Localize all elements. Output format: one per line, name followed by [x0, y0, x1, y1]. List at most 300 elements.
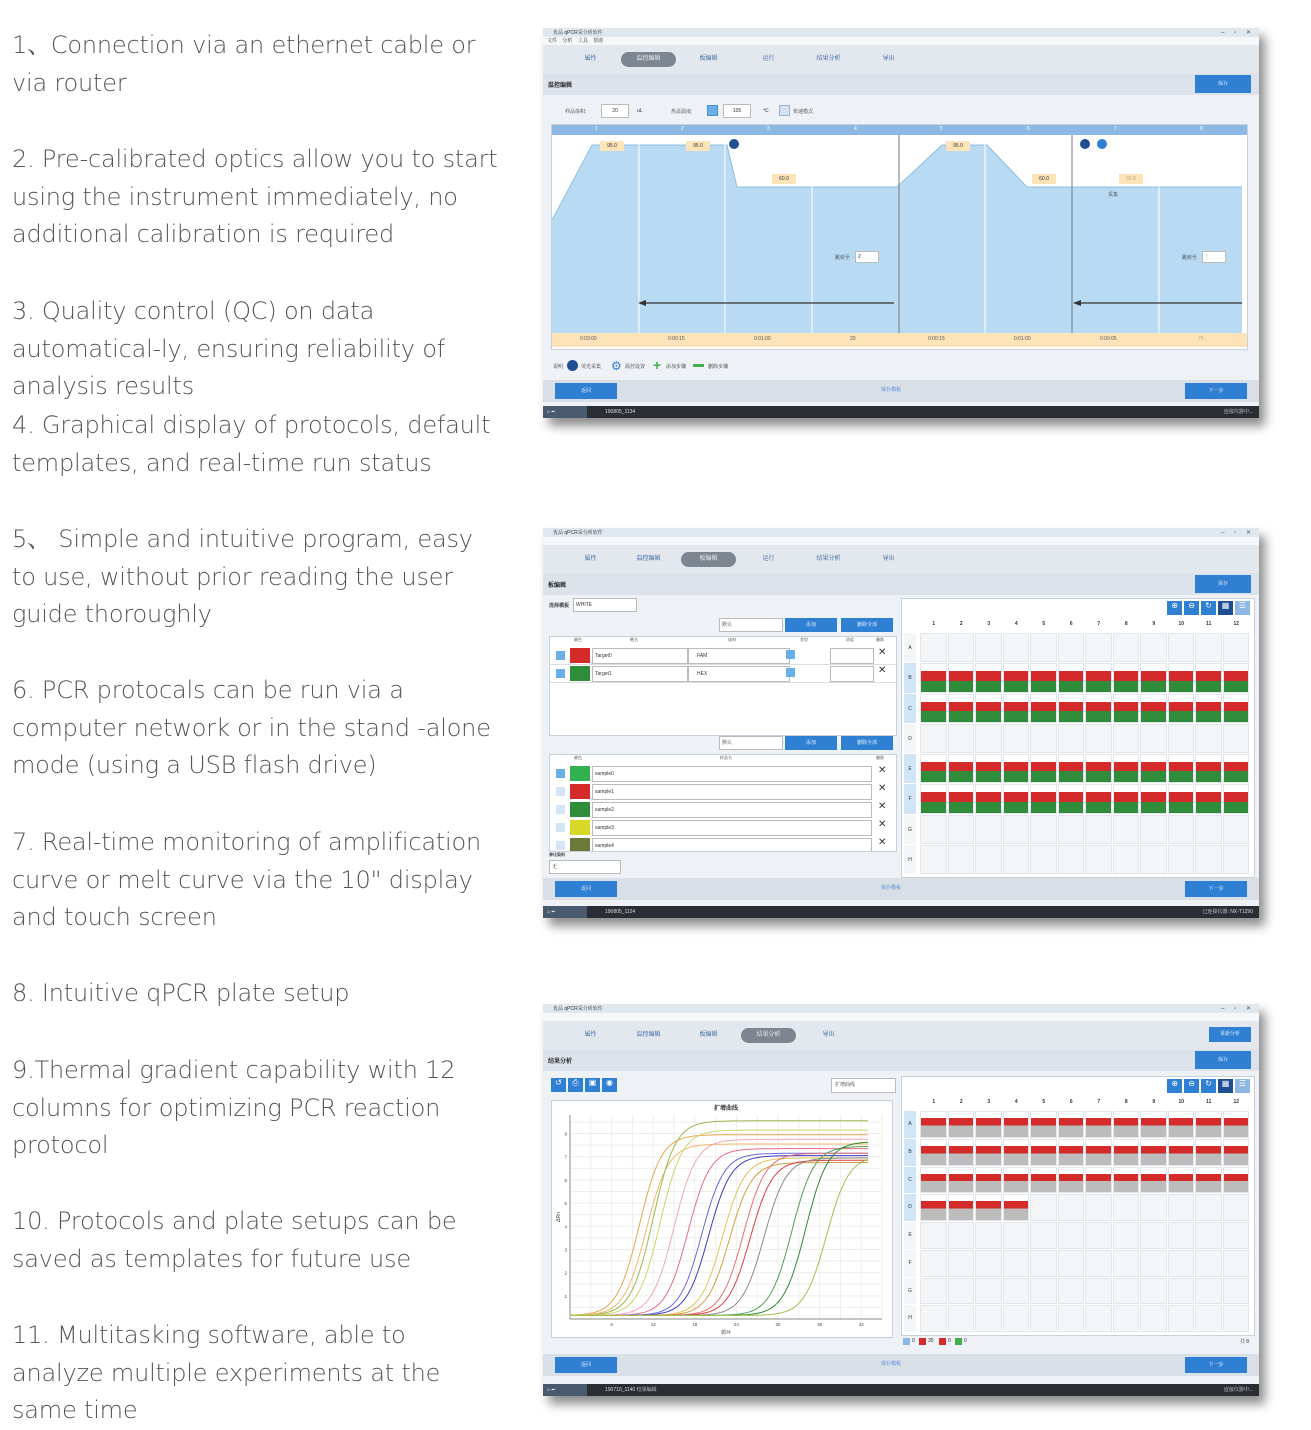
plate-well[interactable] — [1195, 1111, 1222, 1138]
save-template-button[interactable]: 保存模板 — [881, 885, 902, 891]
goto-select[interactable]: 7 — [1202, 251, 1226, 263]
temp-input[interactable]: 60.0 — [1032, 174, 1056, 184]
refresh-icon[interactable]: ↻ — [1201, 601, 1216, 615]
plate-well[interactable] — [1195, 633, 1222, 662]
plate-well[interactable] — [1195, 1194, 1222, 1221]
plate-well[interactable] — [1113, 1167, 1140, 1194]
window-controls-icon[interactable]: – ▫ ✕ — [1221, 1006, 1255, 1012]
refresh-icon[interactable]: ↻ — [1201, 1079, 1216, 1093]
minus-icon[interactable] — [693, 364, 704, 367]
plate-well[interactable] — [1113, 1194, 1140, 1221]
plate-row-label[interactable]: C — [904, 1167, 916, 1194]
plate-well[interactable] — [948, 1305, 975, 1332]
plate-row-label[interactable]: G — [904, 815, 916, 844]
plate-row-label[interactable]: D — [904, 724, 916, 753]
plate-well[interactable] — [1113, 694, 1140, 723]
plate-well[interactable] — [1168, 784, 1195, 813]
plate-well[interactable] — [920, 633, 947, 662]
sample-name-input[interactable]: sample3 — [592, 820, 872, 836]
plate-well[interactable] — [1085, 784, 1112, 813]
task-file[interactable]: 190710_1140 结果编辑 — [605, 1387, 657, 1393]
plate-well[interactable] — [920, 1250, 947, 1277]
plate-well[interactable] — [920, 694, 947, 723]
sample-name-input[interactable]: sample1 — [592, 784, 872, 800]
plate-well[interactable] — [948, 694, 975, 723]
plate-well[interactable] — [1030, 1305, 1057, 1332]
plate-well[interactable] — [1030, 784, 1057, 813]
back-button[interactable]: 返回 — [555, 881, 617, 897]
plate-well[interactable] — [1168, 724, 1195, 753]
plate-well[interactable] — [975, 1111, 1002, 1138]
plate-row-label[interactable]: F — [904, 1250, 916, 1277]
plate-well[interactable] — [1140, 724, 1167, 753]
plate-well[interactable] — [1085, 1194, 1112, 1221]
start-button[interactable]: ⌂ ▪▪ — [543, 1384, 587, 1396]
plate-well[interactable] — [948, 1250, 975, 1277]
tab-run[interactable]: 运行 — [762, 556, 775, 562]
plate-well[interactable] — [1113, 1222, 1140, 1249]
sample-color-swatch[interactable] — [570, 820, 590, 835]
plate-well[interactable] — [1195, 694, 1222, 723]
plate-well[interactable] — [1003, 1111, 1030, 1138]
plate-row-label[interactable]: A — [904, 633, 916, 662]
volume-input[interactable]: 20 — [601, 104, 629, 118]
plate-well[interactable] — [975, 784, 1002, 813]
type-select[interactable] — [786, 650, 795, 659]
plate-well[interactable] — [1113, 1250, 1140, 1277]
plate-well[interactable] — [1168, 845, 1195, 874]
zoom-in-icon[interactable]: ⊕ — [1167, 601, 1182, 615]
target-name-input[interactable]: Target1 — [592, 666, 688, 682]
plate-well[interactable] — [1003, 1194, 1030, 1221]
concentration-input[interactable] — [830, 666, 874, 682]
plate-well[interactable] — [1168, 1305, 1195, 1332]
plate-well[interactable] — [948, 845, 975, 874]
plate-well[interactable] — [1140, 694, 1167, 723]
plate-well[interactable] — [1030, 724, 1057, 753]
plate-well[interactable] — [975, 1222, 1002, 1249]
plate-well[interactable] — [1195, 754, 1222, 783]
plate-well[interactable] — [1085, 754, 1112, 783]
window-controls-icon[interactable]: – ▫ ✕ — [1221, 530, 1255, 536]
sample-group-select[interactable]: 默认 — [719, 736, 783, 750]
plate-well[interactable] — [1003, 1167, 1030, 1194]
plate-well[interactable] — [1223, 724, 1250, 753]
tab-plate-edit[interactable]: 板编辑 — [699, 56, 718, 62]
eye-icon[interactable]: ◉ — [602, 1078, 617, 1092]
plate-well[interactable] — [1030, 633, 1057, 662]
plus-icon[interactable]: + — [653, 357, 662, 373]
dye-select[interactable]: HEX — [688, 666, 790, 682]
plate-well[interactable] — [1223, 784, 1250, 813]
plate-well[interactable] — [1030, 663, 1057, 692]
plate-well[interactable] — [1168, 815, 1195, 844]
temp-input[interactable]: 95.0 — [946, 141, 970, 151]
plate-well[interactable] — [920, 1278, 947, 1305]
next-button[interactable]: 下一步 — [1185, 881, 1247, 897]
tab-properties[interactable]: 属性 — [584, 1032, 597, 1038]
plate-well[interactable] — [948, 1278, 975, 1305]
plate-well[interactable] — [1168, 1250, 1195, 1277]
plate-well[interactable] — [1140, 1111, 1167, 1138]
plate-well[interactable] — [948, 1194, 975, 1221]
temp-input[interactable]: 65.0 — [1119, 174, 1143, 184]
zoom-in-icon[interactable]: ⊕ — [1167, 1079, 1182, 1093]
plate-well[interactable] — [1030, 1167, 1057, 1194]
plate-well[interactable] — [975, 815, 1002, 844]
goto-select[interactable]: 2 — [855, 251, 879, 263]
plate-well[interactable] — [920, 815, 947, 844]
hold-time-input[interactable]: 0:01:00 — [1014, 336, 1031, 342]
hold-time-input[interactable]: 75 — [1198, 336, 1204, 342]
plate-well[interactable] — [1003, 1278, 1030, 1305]
list-view-icon[interactable]: ☰ — [1235, 601, 1250, 615]
temp-input[interactable]: 60.0 — [772, 174, 796, 184]
plate-well[interactable] — [1168, 1278, 1195, 1305]
plate-well[interactable] — [1058, 1194, 1085, 1221]
plate-well[interactable] — [920, 1222, 947, 1249]
plate-well[interactable] — [975, 1305, 1002, 1332]
plate-well[interactable] — [1003, 1250, 1030, 1277]
hold-time-input[interactable]: 0:01:00 — [754, 336, 771, 342]
tab-protocol-edit[interactable]: 温控编辑 — [636, 556, 661, 562]
plate-well[interactable] — [1058, 1305, 1085, 1332]
table-row[interactable] — [550, 837, 896, 852]
row-checkbox[interactable] — [556, 651, 565, 660]
tab-run[interactable]: 运行 — [762, 56, 775, 62]
plate-well[interactable] — [920, 1139, 947, 1166]
plate-well[interactable] — [1058, 1111, 1085, 1138]
plate-well[interactable] — [1168, 1222, 1195, 1249]
zoom-out-icon[interactable]: ⊖ — [1184, 1079, 1199, 1093]
window-controls-icon[interactable]: – ▫ ✕ — [1221, 30, 1255, 36]
start-button[interactable]: ⌂ ▪▪ — [543, 406, 587, 418]
plate-well[interactable] — [975, 1167, 1002, 1194]
plate-well[interactable] — [1168, 1111, 1195, 1138]
table-row[interactable] — [550, 665, 896, 683]
plate-well[interactable] — [1085, 1139, 1112, 1166]
plate-well[interactable] — [1030, 1194, 1057, 1221]
menu-item-tools[interactable]: 工具 — [577, 38, 588, 44]
sample-name-input[interactable]: sample0 — [592, 766, 872, 782]
plate-well[interactable] — [1223, 633, 1250, 662]
plate-well[interactable] — [1140, 1194, 1167, 1221]
plate-well[interactable] — [975, 1194, 1002, 1221]
hold-time-input[interactable]: 0:00:15 — [668, 336, 685, 342]
hold-time-input[interactable]: 0:00:15 — [928, 336, 945, 342]
plate-well[interactable] — [1085, 1278, 1112, 1305]
plate-well[interactable] — [1113, 784, 1140, 813]
table-row[interactable] — [550, 819, 896, 836]
tab-plate-edit[interactable]: 板编辑 — [699, 1032, 718, 1038]
plate-well[interactable] — [948, 1222, 975, 1249]
plate-well[interactable] — [1223, 845, 1250, 874]
target-group-select[interactable]: 默认 — [719, 618, 783, 632]
plate-well[interactable] — [1003, 754, 1030, 783]
hold-time-input[interactable]: 0:00:05 — [1100, 336, 1117, 342]
temp-input[interactable]: 95.0 — [686, 141, 710, 151]
plate-well[interactable] — [1085, 1167, 1112, 1194]
plate-row-label[interactable]: B — [904, 663, 916, 692]
plate-well[interactable] — [1223, 1305, 1250, 1332]
plate-well[interactable] — [1195, 663, 1222, 692]
plate-well[interactable] — [948, 784, 975, 813]
plate-well[interactable] — [975, 694, 1002, 723]
plate-well[interactable] — [920, 845, 947, 874]
plate-row-label[interactable]: C — [904, 694, 916, 723]
plate-well[interactable] — [1058, 1167, 1085, 1194]
plate-well[interactable] — [1085, 633, 1112, 662]
plate-well[interactable] — [1223, 694, 1250, 723]
plate-well[interactable] — [1003, 845, 1030, 874]
plate-well[interactable] — [1030, 694, 1057, 723]
plate-well[interactable] — [1223, 663, 1250, 692]
plate-well[interactable] — [1195, 1167, 1222, 1194]
save-button[interactable]: 保存 — [1195, 1051, 1251, 1069]
plate-well[interactable] — [920, 1194, 947, 1221]
lid-checkbox[interactable] — [707, 105, 718, 116]
plate-well[interactable] — [1140, 815, 1167, 844]
plate-well[interactable] — [1113, 845, 1140, 874]
row-checkbox[interactable] — [556, 805, 565, 814]
plate-well[interactable] — [1058, 815, 1085, 844]
add-sample-button[interactable]: 添加 — [785, 736, 837, 750]
sample-name-input[interactable]: sample2 — [592, 802, 872, 818]
plate-well[interactable] — [1195, 1222, 1222, 1249]
plate-well[interactable] — [1140, 663, 1167, 692]
plate-well[interactable] — [1168, 1167, 1195, 1194]
grid-view-icon[interactable]: ▦ — [1218, 1079, 1233, 1093]
fluorescence-icon[interactable] — [567, 360, 578, 371]
plate-well[interactable] — [1168, 1139, 1195, 1166]
temp-input[interactable]: 95.0 — [600, 141, 624, 151]
next-button[interactable]: 下一步 — [1185, 1357, 1247, 1373]
plate-well[interactable] — [1140, 1167, 1167, 1194]
tab-export[interactable]: 导出 — [882, 56, 895, 62]
plate-well[interactable] — [1058, 1139, 1085, 1166]
plate-row-label[interactable]: H — [904, 1305, 916, 1332]
plate-well[interactable] — [1113, 1305, 1140, 1332]
plate-well[interactable] — [1113, 815, 1140, 844]
save-button[interactable]: 保存 — [1195, 575, 1251, 593]
hold-time-input[interactable]: 0:03:00 — [580, 336, 597, 342]
menu-item-file[interactable]: 文件 — [547, 38, 558, 44]
plate-well[interactable] — [1085, 663, 1112, 692]
tab-plate-edit[interactable]: 板编辑 — [681, 552, 736, 567]
delete-icon[interactable]: ✕ — [878, 837, 887, 848]
table-row[interactable] — [550, 765, 896, 782]
plate-well[interactable] — [1003, 724, 1030, 753]
plate-well[interactable] — [1195, 1278, 1222, 1305]
plate-well[interactable] — [1140, 754, 1167, 783]
plate-well[interactable] — [1003, 815, 1030, 844]
grid-view-icon[interactable]: ▦ — [1218, 601, 1233, 615]
delete-icon[interactable]: ✕ — [878, 647, 887, 658]
row-checkbox[interactable] — [556, 841, 565, 850]
plate-well[interactable] — [1223, 1139, 1250, 1166]
plate-well[interactable] — [975, 845, 1002, 874]
plate-well[interactable] — [1195, 1305, 1222, 1332]
plate-well[interactable] — [920, 1167, 947, 1194]
plate-well[interactable] — [920, 784, 947, 813]
plate-well[interactable] — [1030, 815, 1057, 844]
plate-well[interactable] — [1168, 663, 1195, 692]
tab-properties[interactable]: 属性 — [584, 56, 597, 62]
plate-well[interactable] — [975, 1139, 1002, 1166]
add-target-button[interactable]: 添加 — [785, 618, 837, 632]
tab-properties[interactable]: 属性 — [584, 556, 597, 562]
plate-well[interactable] — [1140, 1250, 1167, 1277]
plate-row-label[interactable]: D — [904, 1194, 916, 1221]
plate-well[interactable] — [948, 815, 975, 844]
plate-well[interactable] — [948, 1111, 975, 1138]
plate-well[interactable] — [1113, 1111, 1140, 1138]
row-checkbox[interactable] — [556, 787, 565, 796]
sample-color-swatch[interactable] — [570, 784, 590, 799]
plate-well[interactable] — [975, 724, 1002, 753]
plate-row-label[interactable]: A — [904, 1111, 916, 1138]
plate-well[interactable] — [1195, 815, 1222, 844]
plate-well[interactable] — [1085, 724, 1112, 753]
save-template-button[interactable]: 保存模板 — [881, 1361, 902, 1367]
sample-color-swatch[interactable] — [570, 802, 590, 817]
ref-dye-select[interactable]: 无 — [549, 860, 621, 874]
task-file[interactable]: 190805_1134 — [605, 409, 636, 415]
next-button[interactable]: 下一步 — [1185, 383, 1247, 399]
print-icon[interactable]: ⎙ — [568, 1078, 583, 1092]
delete-icon[interactable]: ✕ — [878, 783, 887, 794]
sample-color-swatch[interactable] — [570, 766, 590, 781]
plate-well[interactable] — [948, 1139, 975, 1166]
plate-well[interactable] — [1003, 784, 1030, 813]
row-checkbox[interactable] — [556, 769, 565, 778]
plate-well[interactable] — [1058, 633, 1085, 662]
plate-row-label[interactable]: B — [904, 1139, 916, 1166]
plate-well[interactable] — [1085, 1250, 1112, 1277]
plate-well[interactable] — [1223, 1194, 1250, 1221]
delete-icon[interactable]: ✕ — [878, 665, 887, 676]
plate-row-label[interactable]: E — [904, 1222, 916, 1249]
plate-well[interactable] — [1223, 1222, 1250, 1249]
target-color-swatch[interactable] — [570, 648, 590, 663]
plate-well[interactable] — [1140, 1139, 1167, 1166]
plate-well[interactable] — [1058, 1222, 1085, 1249]
plate-well[interactable] — [1113, 724, 1140, 753]
plate-well[interactable] — [1058, 1250, 1085, 1277]
tab-export[interactable]: 导出 — [882, 556, 895, 562]
sample-name-input[interactable]: sample4 — [592, 838, 872, 852]
gear-icon[interactable]: ⚙ — [611, 359, 622, 373]
plate-well[interactable] — [1085, 694, 1112, 723]
type-select[interactable] — [786, 668, 795, 677]
plate-well[interactable] — [1223, 754, 1250, 783]
plate-well[interactable] — [1003, 1139, 1030, 1166]
plate-well[interactable] — [1223, 1278, 1250, 1305]
tab-results[interactable]: 结果分析 — [741, 1028, 796, 1043]
target-name-input[interactable]: Target0 — [592, 648, 688, 664]
plate-well[interactable] — [1058, 1278, 1085, 1305]
concentration-input[interactable] — [830, 648, 874, 664]
table-row[interactable] — [550, 801, 896, 818]
plate-well[interactable] — [1085, 1222, 1112, 1249]
plate-well[interactable] — [920, 724, 947, 753]
row-checkbox[interactable] — [556, 823, 565, 832]
template-select[interactable]: WHITE — [573, 598, 637, 612]
plate-well[interactable] — [920, 663, 947, 692]
hold-time-input[interactable]: 20 — [850, 336, 856, 342]
tab-protocol-edit[interactable]: 温控编辑 — [621, 52, 676, 67]
reanalyze-button[interactable]: 重新分析 — [1209, 1027, 1251, 1042]
plate-well[interactable] — [1003, 1305, 1030, 1332]
plate-well[interactable] — [1223, 1250, 1250, 1277]
plate-well[interactable] — [1085, 1111, 1112, 1138]
plate-well[interactable] — [1058, 845, 1085, 874]
back-button[interactable]: 返回 — [555, 1357, 617, 1373]
tab-protocol-edit[interactable]: 温控编辑 — [636, 1032, 661, 1038]
plate-well[interactable] — [1085, 1305, 1112, 1332]
delete-icon[interactable]: ✕ — [878, 819, 887, 830]
plate-well[interactable] — [1195, 784, 1222, 813]
plate-row-label[interactable]: G — [904, 1278, 916, 1305]
plate-well[interactable] — [1030, 1278, 1057, 1305]
save-button[interactable]: 保存 — [1195, 75, 1251, 93]
plate-well[interactable] — [1195, 1250, 1222, 1277]
delete-icon[interactable]: ✕ — [878, 765, 887, 776]
plate-well[interactable] — [948, 724, 975, 753]
plate-well[interactable] — [1168, 1194, 1195, 1221]
plate-well[interactable] — [1003, 694, 1030, 723]
task-file[interactable]: 190805_1124 — [605, 909, 636, 915]
plate-well[interactable] — [975, 1250, 1002, 1277]
plate-well[interactable] — [920, 1305, 947, 1332]
plate-well[interactable] — [948, 663, 975, 692]
plate-well[interactable] — [975, 1278, 1002, 1305]
plate-well[interactable] — [1003, 663, 1030, 692]
plate-well[interactable] — [1195, 724, 1222, 753]
plate-well[interactable] — [1168, 633, 1195, 662]
undo-icon[interactable]: ↺ — [551, 1078, 566, 1092]
plate-well[interactable] — [1195, 1139, 1222, 1166]
dye-select[interactable]: FAM — [688, 648, 790, 664]
plate-well[interactable] — [1140, 1305, 1167, 1332]
plate-well[interactable] — [1030, 1222, 1057, 1249]
plate-well[interactable] — [1113, 754, 1140, 783]
plate-well[interactable] — [948, 754, 975, 783]
plate-well[interactable] — [1140, 1222, 1167, 1249]
plate-well[interactable] — [1223, 815, 1250, 844]
plate-well[interactable] — [1030, 1111, 1057, 1138]
tab-results[interactable]: 结果分析 — [816, 556, 841, 562]
plate-well[interactable] — [920, 1111, 947, 1138]
plate-well[interactable] — [1003, 1222, 1030, 1249]
save-image-icon[interactable]: ▣ — [585, 1078, 600, 1092]
plate-well[interactable] — [1030, 1250, 1057, 1277]
plate-well[interactable] — [1113, 1278, 1140, 1305]
fast-mode-checkbox[interactable] — [779, 105, 790, 116]
curve-type-select[interactable]: 扩增曲线 — [831, 1078, 896, 1093]
plate-well[interactable] — [975, 633, 1002, 662]
menu-item-analysis[interactable]: 分析 — [562, 38, 573, 44]
table-row[interactable] — [550, 647, 896, 665]
table-row[interactable] — [550, 783, 896, 800]
plate-well[interactable] — [975, 663, 1002, 692]
menu-item-help[interactable]: 帮助 — [593, 38, 604, 44]
plate-well[interactable] — [1168, 754, 1195, 783]
lid-temp-input[interactable]: 105 — [723, 104, 751, 118]
plate-well[interactable] — [920, 754, 947, 783]
zoom-out-icon[interactable]: ⊖ — [1184, 601, 1199, 615]
plate-well[interactable] — [1085, 815, 1112, 844]
